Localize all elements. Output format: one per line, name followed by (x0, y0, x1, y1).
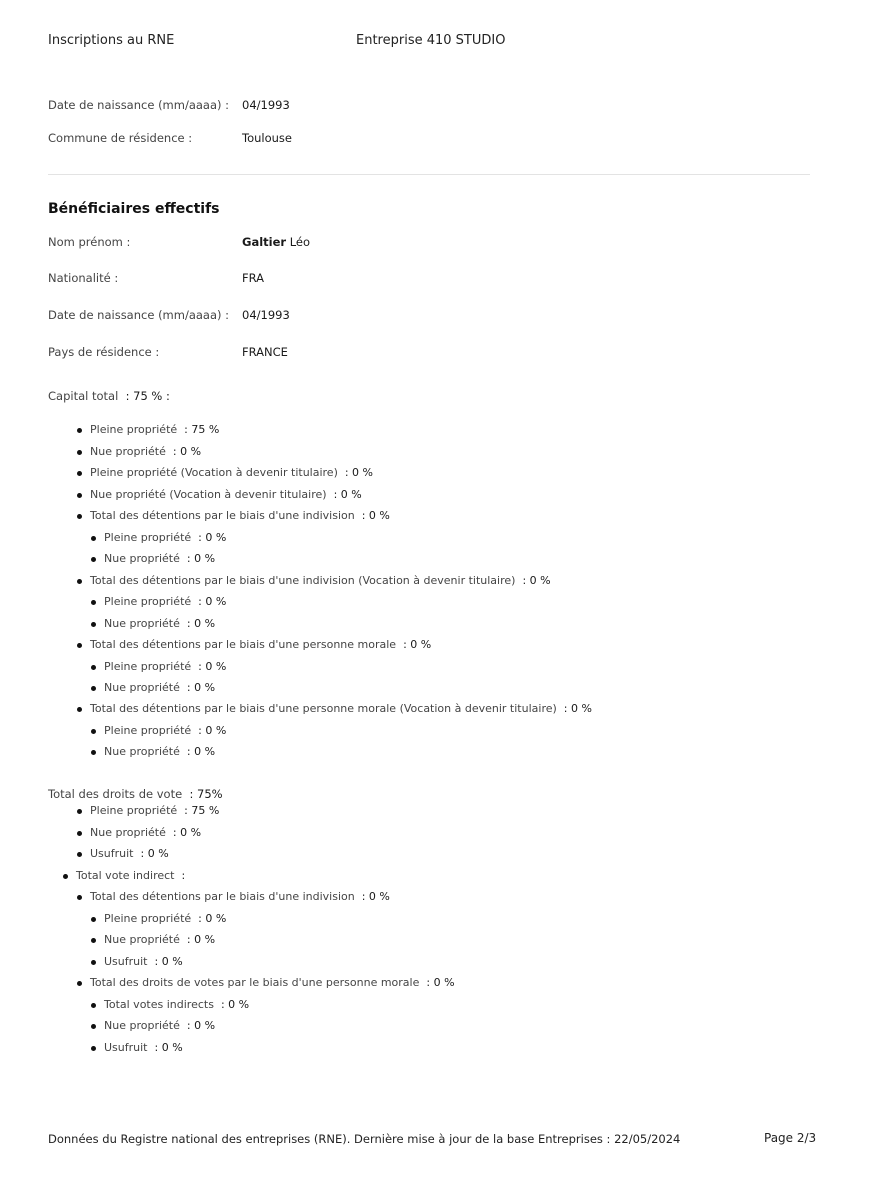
votes-total-value: : 75% (189, 787, 223, 801)
list-item: Nue propriété : 0 % (104, 745, 216, 758)
beneficiary-birth-value: 04/1993 (242, 308, 290, 322)
list-item: Nue propriété : 0 % (104, 552, 216, 565)
list-item: Total vote indirect : (76, 869, 186, 882)
list-item: Total votes indirects : 0 % (104, 998, 250, 1011)
header-doc-title: Inscriptions au RNE (48, 33, 175, 48)
votes-total-label: Total des droits de vote (48, 787, 183, 801)
nationality-value: FRA (242, 271, 265, 285)
list-item: Nue propriété (Vocation à devenir titulaire) : 0 % (90, 488, 362, 501)
list-item: Nue propriété : 0 % (90, 826, 202, 839)
capital-total (48, 389, 170, 403)
first-name: Léo (286, 235, 311, 249)
votes-total (48, 787, 223, 801)
list-item: Total des détentions par le biais d'une indivision (Vocation à devenir titulaire) : 0 % (90, 574, 551, 587)
list-item: Nue propriété : 0 % (104, 617, 216, 630)
nationality-label: Nationalité : (48, 271, 119, 285)
list-item: Total des détentions par le biais d'une personne morale (Vocation à devenir titulaire) : 0 % (90, 702, 592, 715)
section-divider (48, 174, 810, 175)
list-item: Total des droits de votes par le biais d'une personne morale : 0 % (90, 976, 455, 989)
list-item: Nue propriété : 0 % (104, 681, 216, 694)
beneficiary-birth-label: Date de naissance (mm/aaaa) : (48, 308, 230, 322)
list-item: Total des détentions par le biais d'une personne morale : 0 % (90, 638, 432, 651)
page-number: Page 2/3 (764, 1131, 817, 1145)
list-item: Pleine propriété : 0 % (104, 912, 227, 925)
list-item: Pleine propriété : 0 % (104, 595, 227, 608)
list-item: Usufruit : 0 % (104, 1041, 183, 1054)
list-item: Nue propriété : 0 % (104, 1019, 216, 1032)
country-value: FRANCE (242, 345, 288, 359)
list-item: Nue propriété : 0 % (90, 445, 202, 458)
list-item: Pleine propriété : 0 % (104, 724, 227, 737)
list-item: Pleine propriété : 0 % (104, 531, 227, 544)
list-item: Total des détentions par le biais d'une indivision : 0 % (90, 509, 390, 522)
list-item: Usufruit : 0 % (104, 955, 183, 968)
birth-date-value: 04/1993 (242, 98, 290, 112)
footer-source: Données du Registre national des entreprises (RNE). Dernière mise à jour de la base Entreprises : 22/05/2024 (48, 1132, 681, 1146)
list-item: Pleine propriété : 75 % (90, 804, 220, 817)
name-value (242, 235, 310, 249)
capital-total-value: : 75 % : (125, 389, 170, 403)
list-item: Usufruit : 0 % (90, 847, 169, 860)
list-item: Pleine propriété (Vocation à devenir titulaire) : 0 % (90, 466, 374, 479)
list-item: Pleine propriété : 0 % (104, 660, 227, 673)
capital-total-label: Capital total (48, 389, 119, 403)
birth-date-label: Date de naissance (mm/aaaa) : (48, 98, 230, 112)
section-title-beneficiaires: Bénéficiaires effectifs (48, 201, 220, 217)
name-label: Nom prénom : (48, 235, 131, 249)
list-item: Pleine propriété : 75 % (90, 423, 220, 436)
list-item: Nue propriété : 0 % (104, 933, 216, 946)
commune-value: Toulouse (242, 131, 292, 145)
list-item: Total des détentions par le biais d'une indivision : 0 % (90, 890, 390, 903)
header-company-name: Entreprise 410 STUDIO (356, 33, 506, 48)
country-label: Pays de résidence : (48, 345, 160, 359)
commune-label: Commune de résidence : (48, 131, 193, 145)
last-name: Galtier (242, 235, 287, 249)
